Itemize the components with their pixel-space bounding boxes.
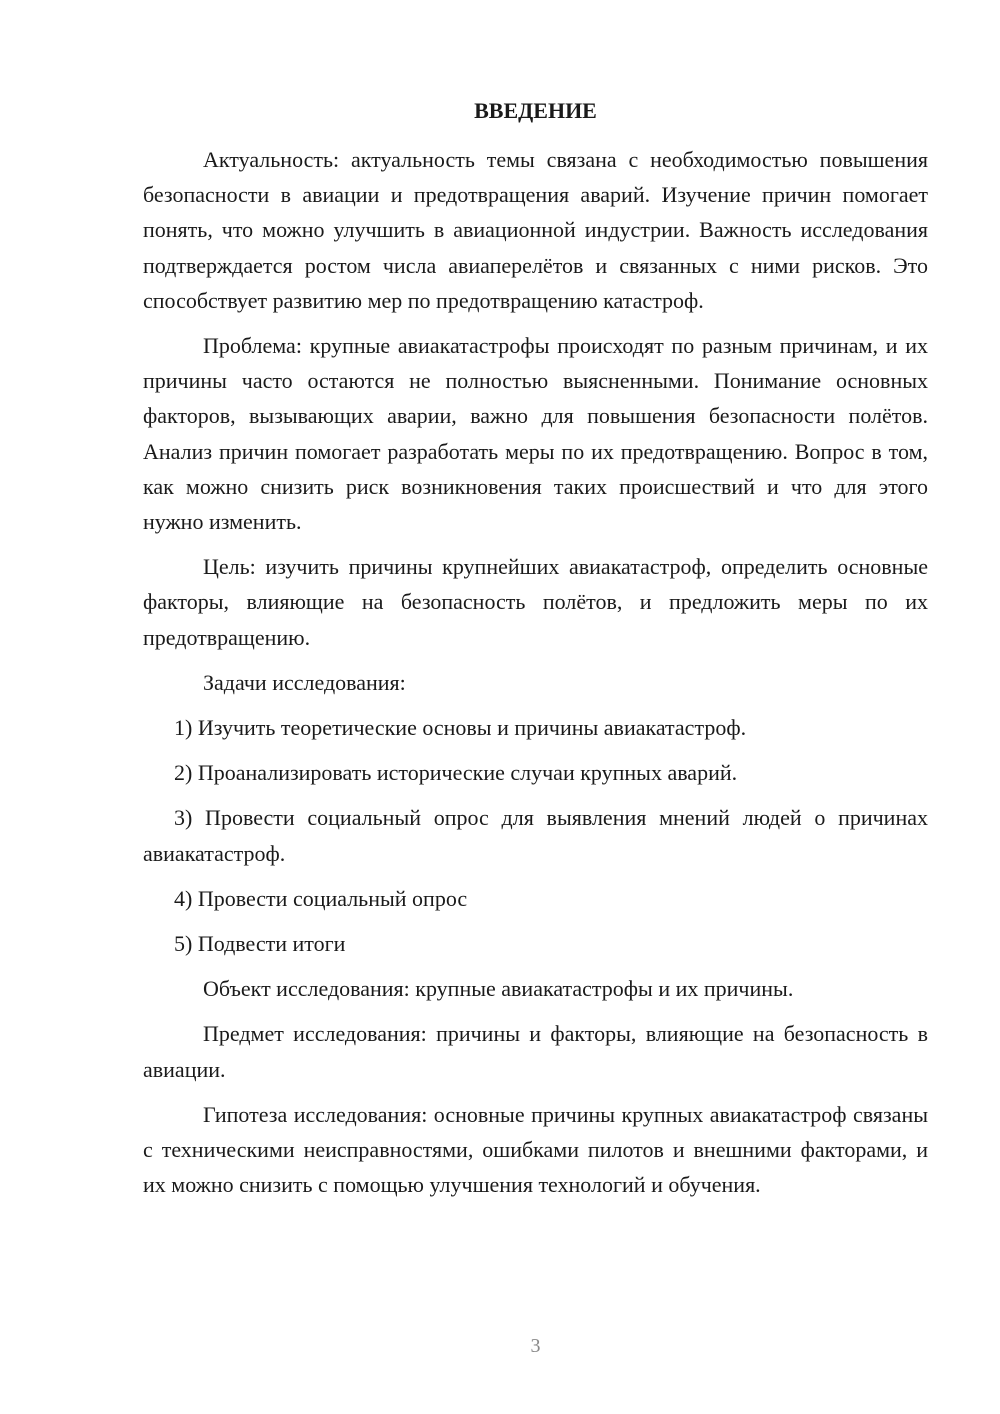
section-title: ВВЕДЕНИЕ (474, 98, 597, 123)
paragraph-relevance: Актуальность: актуальность темы связана с необходимостью повышения безопасности в авиации и предотвращения аварий. Изучение причин помогает понять, что можно улучшить в авиационной индустрии. Важность исследования подтверждается ростом числа авиаперелётов и связанных с ними рисков. Это способствует развитию мер по предотвращению катастроф. (143, 147, 928, 313)
paragraph-object: Объект исследования: крупные авиакатастрофы и их причины. (203, 976, 794, 1002)
page-number: 3 (530, 1335, 541, 1357)
task-item-3: 3) Провести социальный опрос для выявления мнений людей о причинах авиакатастроф. (143, 805, 928, 866)
task-item-5: 5) Подвести итоги (174, 931, 346, 957)
paragraph-subject: Предмет исследования: причины и факторы, влияющие на безопасность в авиации. (143, 1021, 928, 1082)
paragraph-tasks-heading: Задачи исследования: (203, 669, 406, 695)
document-page (143, 0, 928, 1414)
paragraph-hypothesis: Гипотеза исследования: основные причины крупных авиакатастроф связаны с техническими неисправностями, ошибками пилотов и внешними факторами, и их можно снизить с помощью улучшения технологий и обучения. (143, 1101, 928, 1198)
paragraph-problem: Проблема: крупные авиакатастрофы происходят по разным причинам, и их причины часто остаются не полностью выясненными. Понимание основных факторов, вызывающих аварии, важно для повышения безопасности полётов. Анализ причин помогает разработать меры по их предотвращению. Вопрос в том, как можно снизить риск возникновения таких происшествий и что для этого нужно изменить. (143, 333, 928, 535)
task-item-2: 2) Проанализировать исторические случаи крупных аварий. (174, 760, 738, 786)
document-body (143, 142, 928, 1212)
paragraph-goal: Цель: изучить причины крупнейших авиакатастроф, определить основные факторы, влияющие на безопасность полётов, и предложить меры по их предотвращению. (143, 554, 928, 650)
task-item-4: 4) Провести социальный опрос (174, 885, 468, 911)
task-item-1: 1) Изучить теоретические основы и причины авиакатастроф. (174, 715, 747, 741)
